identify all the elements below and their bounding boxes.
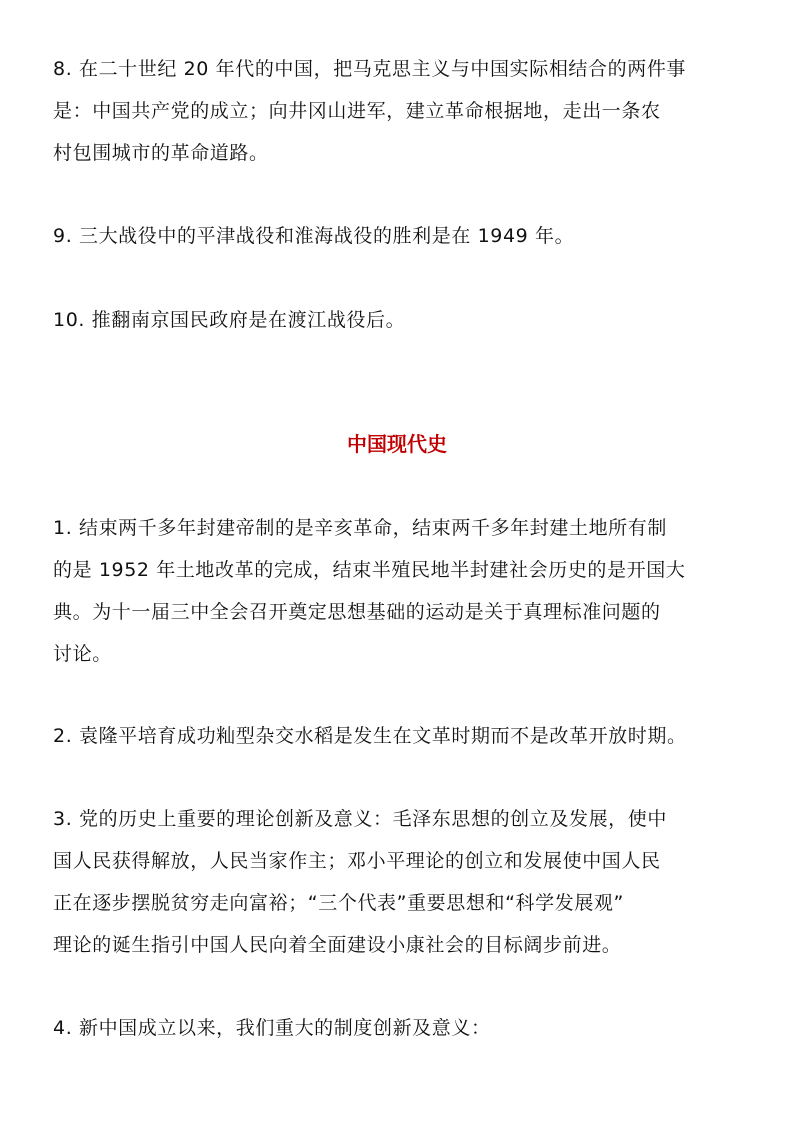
text-line: 国人民获得解放，人民当家作主；邓小平理论的创立和发展使中国人民 <box>53 850 661 872</box>
text-line: 村包围城市的革命道路。 <box>53 142 269 164</box>
text-line: 正在逐步摆脱贫穷走向富裕；“三个代表”重要思想和“科学发展观” <box>53 892 624 914</box>
text-line: 2. 袁隆平培育成功籼型杂交水稻是发生在文革时期而不是改革开放时期。 <box>53 725 687 747</box>
paragraph-item-8 <box>53 48 753 174</box>
text-line: 理论的诞生指引中国人民向着全面建设小康社会的目标阔步前进。 <box>53 934 622 956</box>
text-line: 3. 党的历史上重要的理论创新及意义：毛泽东思想的创立及发展，使中 <box>53 808 667 830</box>
paragraph-modern-item-1 <box>53 507 753 675</box>
section-heading: 中国现代史 <box>347 432 447 456</box>
text-line: 典。为十一届三中全会召开奠定思想基础的运动是关于真理标准问题的 <box>53 601 661 623</box>
text-line: 10. 推翻南京国民政府是在渡江战役后。 <box>53 309 406 331</box>
text-line: 9. 三大战役中的平津战役和淮海战役的胜利是在 1949 年。 <box>53 225 575 247</box>
text-line: 的是 1952 年土地改革的完成，结束半殖民地半封建社会历史的是开国大 <box>53 559 686 581</box>
text-line: 讨论。 <box>53 643 112 665</box>
paragraph-modern-item-3 <box>53 798 753 966</box>
text-line: 1. 结束两千多年封建帝制的是辛亥革命，结束两千多年封建土地所有制 <box>53 517 667 539</box>
paragraph-item-10 <box>53 299 753 341</box>
text-line: 8. 在二十世纪 20 年代的中国，把马克思主义与中国实际相结合的两件事 <box>53 58 687 80</box>
paragraph-modern-item-4 <box>53 1007 753 1049</box>
paragraph-modern-item-2 <box>53 715 753 757</box>
text-line: 是：中国共产党的成立；向井冈山进军，建立革命根据地，走出一条农 <box>53 100 661 122</box>
paragraph-item-9 <box>53 215 753 257</box>
text-line: 4. 新中国成立以来，我们重大的制度创新及意义： <box>53 1017 491 1039</box>
